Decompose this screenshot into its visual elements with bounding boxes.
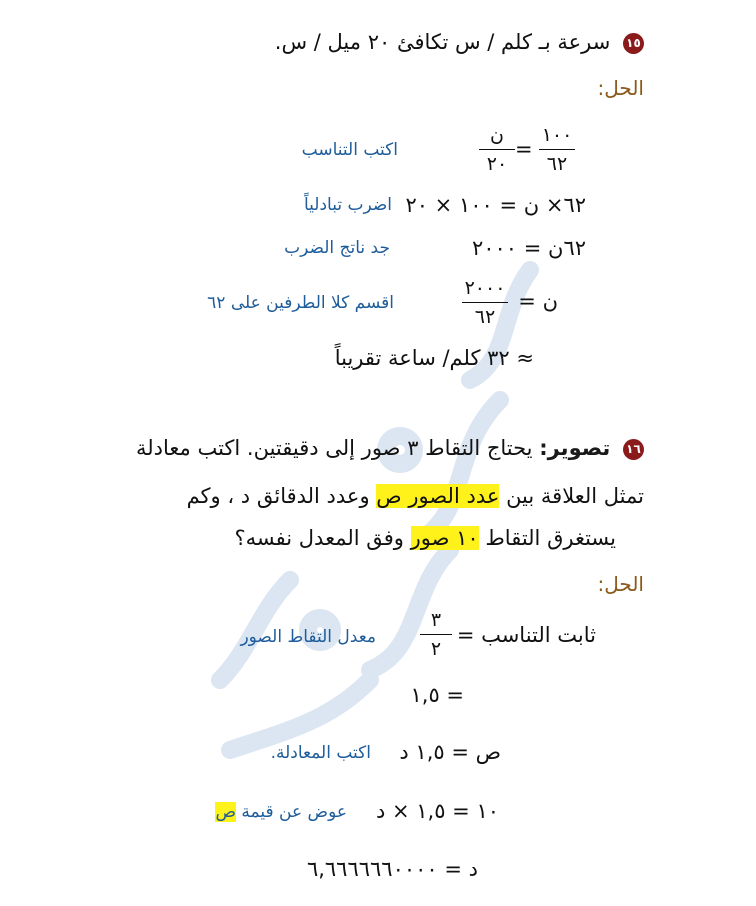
- q15-step2-expr: ٦٢× ن = ١٠٠ × ٢٠: [405, 193, 586, 217]
- q16-step3-expr: ص = ١,٥ د: [399, 740, 501, 764]
- q16-step1-lhs: ثابت التناسب =: [456, 623, 596, 647]
- q16-line3-b: وفق المعدل نفسه؟: [234, 526, 404, 550]
- q16-title: تصوير:: [539, 436, 611, 460]
- q16-step3-note: اكتب المعادلة.: [270, 743, 371, 763]
- highlight-number-of-photos: عدد الصور ص: [376, 484, 500, 508]
- q16-step2-expr: = ١,٥: [410, 683, 464, 707]
- q16-line2-a: تمثل العلاقة بين: [506, 484, 644, 508]
- q15-fraction-2000-62: [460, 276, 510, 329]
- q15-step3-note: جد ناتج الضرب: [284, 238, 390, 258]
- q15-step2-note: اضرب تبادلياً: [303, 195, 392, 215]
- q16-fraction-3-2: [418, 608, 454, 661]
- highlight-ten-photos: ١٠ صور: [410, 526, 479, 550]
- q15-step1-note: اكتب التناسب: [301, 140, 398, 160]
- fraction-bar: [462, 302, 508, 303]
- q16-line2: [187, 484, 644, 508]
- fraction-numerator: ١٠٠: [541, 124, 573, 146]
- q16-solution-label: الحل:: [597, 572, 644, 596]
- q16-line3: [235, 526, 617, 550]
- q16-line1-text: يحتاج التقاط ٣ صور إلى دقيقتين. اكتب معادلة: [135, 436, 533, 460]
- watermark-graphic: [170, 250, 590, 770]
- q15-step5-expr: ≈ ٣٢ كلم/ ساعة تقريباً: [334, 346, 534, 370]
- fraction-bar: [479, 149, 515, 150]
- fraction-denominator: ٢٠: [486, 153, 508, 175]
- fraction-bar: [539, 149, 575, 150]
- q16-line3-a: يستغرق التقاط: [485, 526, 616, 550]
- q15-step4-note: اقسم كلا الطرفين على ٦٢: [207, 293, 394, 313]
- q15-solution-label: الحل:: [597, 76, 644, 100]
- q16-step4-expr: ١٠ = ١,٥ × د: [375, 799, 499, 823]
- equals-sign: =: [515, 137, 533, 161]
- q16-line2-b: وعدد الدقائق د ، وكم: [186, 484, 370, 508]
- fraction-numerator: ن: [490, 124, 504, 146]
- q16-step1-note: معدل التقاط الصور: [240, 627, 376, 647]
- q15-step4-lhs: ن =: [518, 289, 558, 313]
- fraction-denominator: ٦٢: [474, 306, 496, 328]
- q16-line1: [136, 436, 644, 460]
- q15-text: سرعة بـ كلم / س تكافئ ٢٠ ميل / س.: [274, 30, 611, 54]
- q16-step4-note-text: عوض عن قيمة: [241, 802, 347, 822]
- fraction-denominator: ٢: [430, 638, 442, 660]
- fraction-denominator: ٦٢: [546, 153, 568, 175]
- q16-step5-expr: د = ٦,٦٦٦٦٦٦٠٠٠٠: [306, 857, 478, 881]
- question-number-badge: ١٥: [623, 33, 644, 54]
- highlight-y-symbol: ص: [215, 802, 237, 822]
- question-number-badge: ١٦: [623, 439, 644, 460]
- fraction-numerator: ٢٠٠٠: [464, 277, 506, 299]
- fraction-bar: [420, 634, 452, 635]
- q15-fraction-100-62: [537, 123, 577, 176]
- fraction-numerator: ٣: [430, 609, 442, 631]
- q15-fraction-n-20: [477, 123, 517, 176]
- q15-step3-expr: ٦٢ن = ٢٠٠٠: [471, 236, 586, 260]
- q15-header: [275, 30, 644, 54]
- q16-step4-note: [215, 802, 347, 822]
